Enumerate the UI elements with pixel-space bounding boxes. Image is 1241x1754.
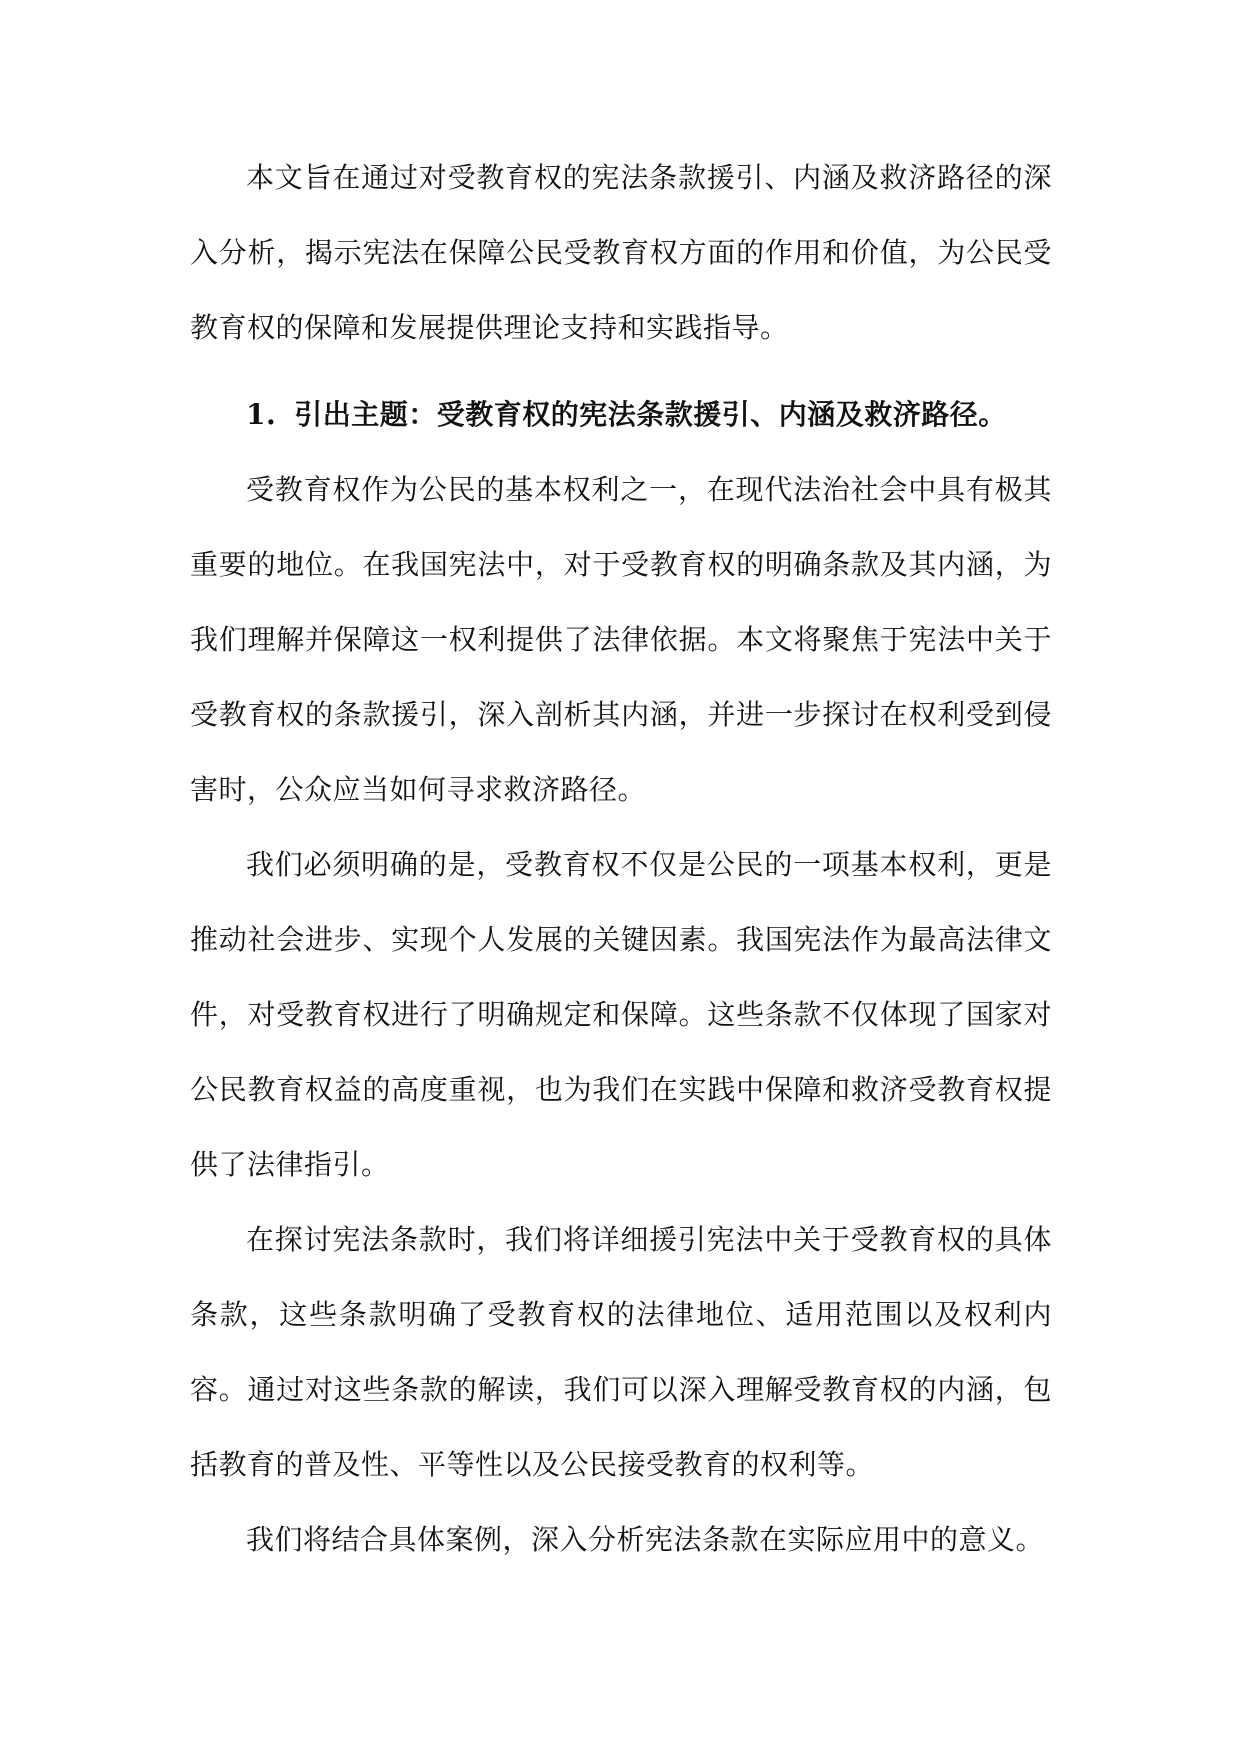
body-paragraph-4: 我们将结合具体案例，深入分析宪法条款在实际应用中的意义。	[246, 1523, 1045, 1556]
section-number: 1.	[246, 398, 277, 431]
section-title: 引出主题：受教育权的宪法条款援引、内涵及救济路径。	[294, 398, 1007, 431]
document-body	[190, 140, 1052, 1577]
body-paragraph-2: 我们必须明确的是，受教育权不仅是公民的一项基本权利，更是推动社会进步、实现个人发展的关键因素。我国宪法作为最高法律文件，对受教育权进行了明确规定和保障。这些条款不仅体现了国家对公民教育权益的高度重视，也为我们在实践中保障和救济受教育权提供了法律指引。	[190, 848, 1052, 1181]
intro-paragraph: 本文旨在通过对受教育权的宪法条款援引、内涵及救济路径的深入分析，揭示宪法在保障公民受教育权方面的作用和价值，为公民受教育权的保障和发展提供理论支持和实践指导。	[190, 161, 1052, 344]
body-paragraph-3: 在探讨宪法条款时，我们将详细援引宪法中关于受教育权的具体条款，这些条款明确了受教育权的法律地位、适用范围以及权利内容。通过对这些条款的解读，我们可以深入理解受教育权的内涵，包括教育的普及性、平等性以及公民接受教育的权利等。	[190, 1223, 1052, 1481]
section-heading	[190, 377, 1052, 452]
body-paragraph-1: 受教育权作为公民的基本权利之一，在现代法治社会中具有极其重要的地位。在我国宪法中，对于受教育权的明确条款及其内涵，为我们理解并保障这一权利提供了法律依据。本文将聚焦于宪法中关于受教育权的条款援引，深入剖析其内涵，并进一步探讨在权利受到侵害时，公众应当如何寻求救济路径。	[190, 473, 1052, 806]
